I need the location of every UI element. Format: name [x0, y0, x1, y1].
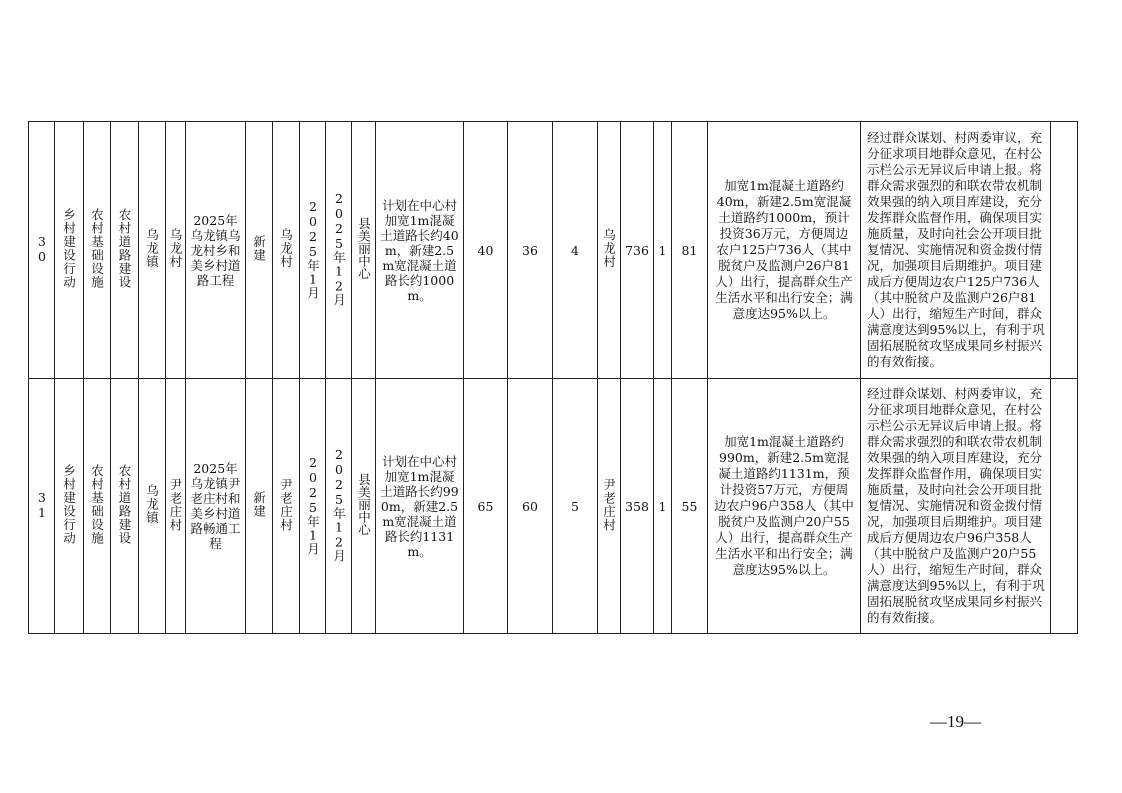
responsible-unit-cell: 县美丽中心: [352, 122, 376, 379]
effect-cell: 加宽1m混凝土道路约990m，新建2.5m宽混凝土道路约1131m，预计投资57万元，方便周边农户96户358人（其中脱贫户及监测户20户55人）出行，提高群众生产生活水平和出行安全；满意度达95%以上。: [708, 379, 861, 634]
subcategory-cell: 农村基础设施: [84, 122, 111, 379]
households-cell: 736: [621, 122, 654, 379]
project-name-cell: 2025年乌龙镇尹老庄村和美乡村道路畅通工程: [186, 379, 246, 634]
location-cell: 尹老庄村: [273, 379, 300, 634]
end-date-cell: 2025年12月: [326, 122, 352, 379]
responsible-unit-cell: 县美丽中心: [352, 379, 376, 634]
households-cell: 358: [621, 379, 654, 634]
page-number: —19—: [930, 712, 981, 731]
poor-people-cell: 55: [672, 379, 708, 634]
fund-a-cell: 60: [508, 379, 553, 634]
village-cell: 乌龙村: [166, 122, 186, 379]
mechanism-cell: 经过群众谋划、村两委审议，充分征求项目地群众意见，在村公示栏公示无异议后申请上报。将群众需求强烈的和联农带农机制效果强的纳入项目库建设，充分发挥群众监督作用，确保项目实施质量，及时向社会公开项目批复情况、实施情况和资金拨付情况，加强项目后期维护。项目建成后方便周边农户96户358人（其中脱贫户及监测户20户55人）出行，缩短生产时间，群众满意度达到95%以上，有利于巩固拓展脱贫攻坚成果同乡村振兴的有效衔接。: [861, 379, 1051, 634]
seq-cell: 30: [29, 122, 55, 379]
beneficiary-village-cell: 乌龙村: [598, 122, 621, 379]
note-cell: [1051, 122, 1078, 379]
project-table: [28, 121, 1078, 634]
seq-cell: 31: [29, 379, 55, 634]
project-type-cell: 农村道路建设: [111, 379, 139, 634]
mechanism-cell: 经过群众谋划、村两委审议，充分征求项目地群众意见，在村公示栏公示无异议后申请上报。将群众需求强烈的和联农带农机制效果强的纳入项目库建设，充分发挥群众监督作用，确保项目实施质量，及时向社会公开项目批复情况、实施情况和资金拨付情况，加强项目后期维护。项目建成后方便周边农户125户736人（其中脱贫户及监测户26户81人）出行，缩短生产时间，群众满意度达到95%以上，有利于巩固拓展脱贫攻坚成果同乡村振兴的有效衔接。: [861, 122, 1051, 379]
fund-a-cell: 36: [508, 122, 553, 379]
nature-cell: 新建: [246, 379, 273, 634]
project-name-cell: 2025年乌龙镇乌龙村乡和美乡村道路工程: [186, 122, 246, 379]
location-cell: 乌龙村: [273, 122, 300, 379]
count-cell: 1: [654, 379, 672, 634]
town-cell: 乌龙镇: [139, 379, 166, 634]
note-cell: [1051, 379, 1078, 634]
nature-cell: 新建: [246, 122, 273, 379]
content-cell: 计划在中心村加宽1m混凝土道路长约990m，新建2.5m宽混凝土道路长约1131m。: [376, 379, 464, 634]
total-invest-cell: 65: [464, 379, 508, 634]
fund-b-cell: 5: [553, 379, 598, 634]
table-row: [29, 122, 1078, 379]
effect-cell: 加宽1m混凝土道路约40m，新建2.5m宽混凝土道路约1000m，预计投资36万元，方便周边农户125户736人（其中脱贫户及监测户26户81人）出行，提高群众生产生活水平和出行安全；满意度达95%以上。: [708, 122, 861, 379]
project-type-cell: 农村道路建设: [111, 122, 139, 379]
poor-people-cell: 81: [672, 122, 708, 379]
start-date-cell: 2025年1月: [300, 379, 326, 634]
beneficiary-village-cell: 尹老庄村: [598, 379, 621, 634]
end-date-cell: 2025年12月: [326, 379, 352, 634]
start-date-cell: 2025年1月: [300, 122, 326, 379]
town-cell: 乌龙镇: [139, 122, 166, 379]
village-cell: 尹老庄村: [166, 379, 186, 634]
content-cell: 计划在中心村加宽1m混凝土道路长约40m，新建2.5m宽混凝土道路长约1000m。: [376, 122, 464, 379]
category-cell: 乡村建设行动: [55, 122, 84, 379]
table-row: [29, 379, 1078, 634]
fund-b-cell: 4: [553, 122, 598, 379]
subcategory-cell: 农村基础设施: [84, 379, 111, 634]
count-cell: 1: [654, 122, 672, 379]
category-cell: 乡村建设行动: [55, 379, 84, 634]
total-invest-cell: 40: [464, 122, 508, 379]
